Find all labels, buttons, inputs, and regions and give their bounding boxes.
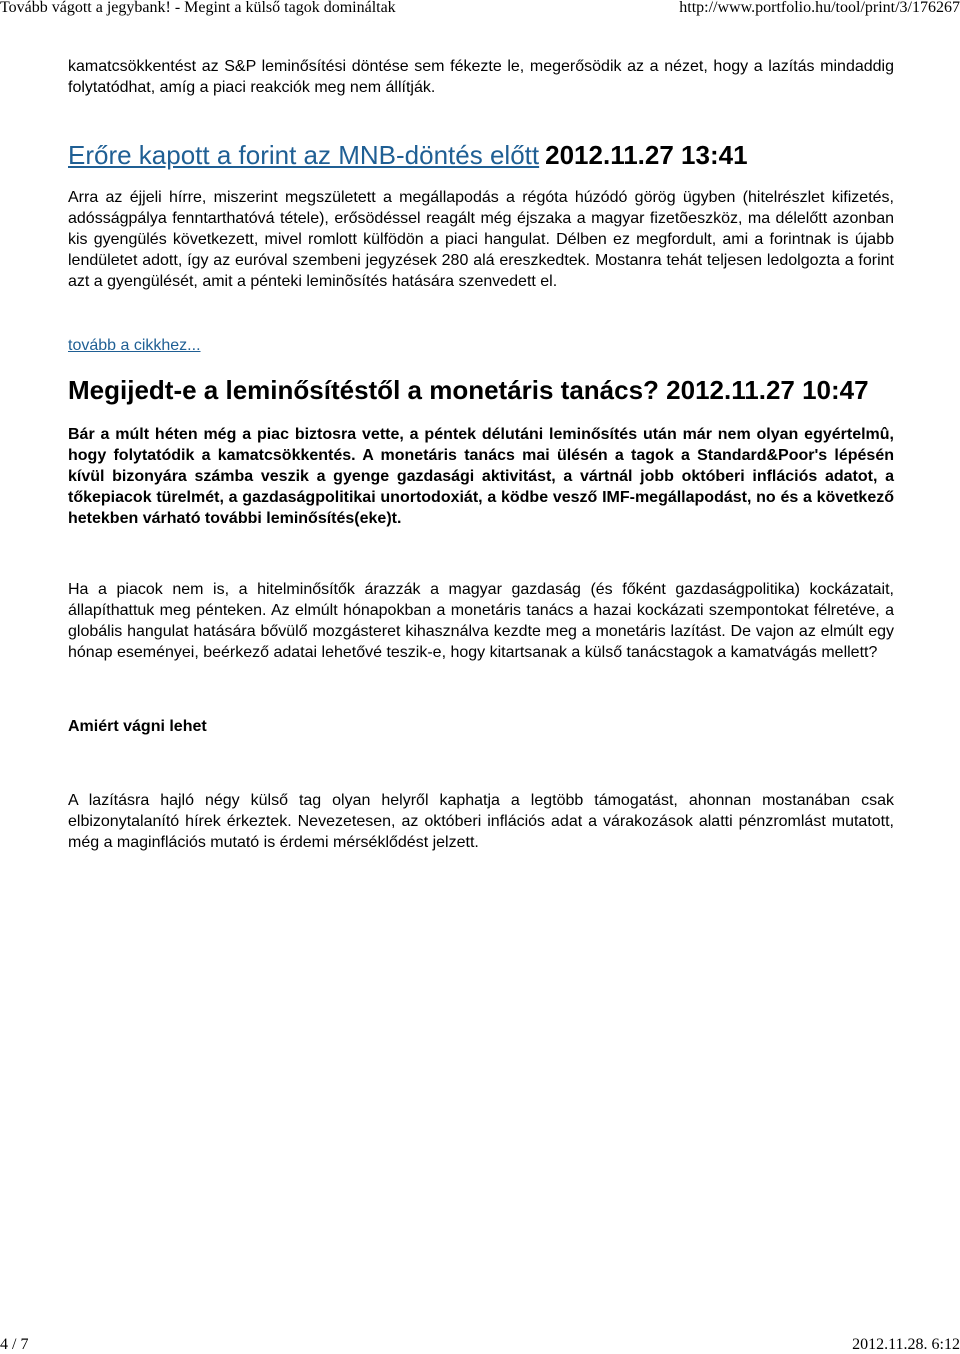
paragraph-inflation: A lazításra hajló négy külső tag olyan helyről kaphatja a legtöbb támogatást, ahonnan mostanában csak elbizonytalanító hírek érkeztek. Nevezetesen, az októberi inflációs adat a várakozások alatti pénzromlást mutatott, még a maginflációs mutató is érdemi mérséklődést jelzett. — [68, 792, 894, 851]
print-timestamp: 2012.11.28. 6:12 — [852, 1336, 960, 1353]
page-title: Tovább vágott a jegybank! - Megint a külső tagok domináltak — [0, 0, 396, 16]
paragraph-lead-bold: Bár a múlt héten még a piac biztosra vette, a péntek délutáni leminősítés után már nem olyan egyértelmû, hogy folytatódik a kamatcsökkentés. A monetáris tanács mai ülésén a tagok a Standard&Poor's lépésén kívül bizonyára számba veszik a gyenge gazdasági aktivitást, a vártnál jobb októberi inflációs adatot, a tőkepiacok türelmét, a gazdaságpolitikai unortodoxiát, a ködbe vesző IMF-megállapodást, no és a következő hetekben várható további leminősítés(eke)t. — [68, 426, 894, 527]
paragraph-intro: kamatcsökkentést az S&P leminősítési döntése sem fékezte le, megerősödik az a nézet, hogy a lazítás mindaddig folytatódhat, amíg a piaci reakciók meg nem állítják. — [68, 58, 894, 96]
paragraph-rating-agencies: Ha a piacok nem is, a hitelminősítők árazzák a magyar gazdaság (és főként gazdaságpolitika) kockázatait, állapíthattuk meg pénteken. Az elmúlt hónapokban a monetáris tanács a hazai kockázati szempontokat félretéve, a globális hangulat hatására bővülő mozgásteret kihasználva kezdte meg a monetáris lazítást. De vajon az elmúlt egy hónap eseményei, beérkező adatai lehetővé teszik-e, hogy kitartsanak a külső tanácstagok a kamatvágás mellett? — [68, 581, 894, 661]
headline-forint-link[interactable]: Erőre kapott a forint az MNB-döntés előtt — [68, 140, 540, 170]
subheading-reasons: Amiért vágni lehet — [68, 718, 207, 735]
headline-monetary-council: Megijedt-e a leminősítéstől a monetáris tanács? 2012.11.27 10:47 — [68, 375, 869, 405]
headline-forint — [68, 140, 894, 170]
read-more — [68, 335, 894, 356]
article-body — [68, 56, 894, 853]
read-more-link[interactable]: tovább a cikkhez... — [68, 337, 201, 354]
print-footer — [0, 1337, 960, 1354]
page-number: 4 / 7 — [0, 1336, 29, 1353]
print-header — [0, 0, 960, 22]
page-url: http://www.portfolio.hu/tool/print/3/176267 — [679, 0, 960, 16]
headline-forint-date: 2012.11.27 13:41 — [545, 140, 748, 170]
paragraph-forint: Arra az éjjeli hírre, miszerint megszületett a megállapodás a régóta húzódó görög ügyben (hitelrészlet kifizetés, adósságpálya fenntarthatóvá tétele), erősödéssel reagált még éjszaka a magyar fizetõeszköz, ma délelőtt azonban kis gyengülés következett, mivel romlott külfödön a piaci hangulat. Délben ez megfordult, ami a forintnak is újabb lendületet adott, így az euróval szembeni jegyzések 280 alá ereszkedtek. Mostanra tehát teljesen ledolgozta a forint azt a gyengülését, amit a pénteki leminõsítés hatására szenvedett el. — [68, 189, 894, 290]
